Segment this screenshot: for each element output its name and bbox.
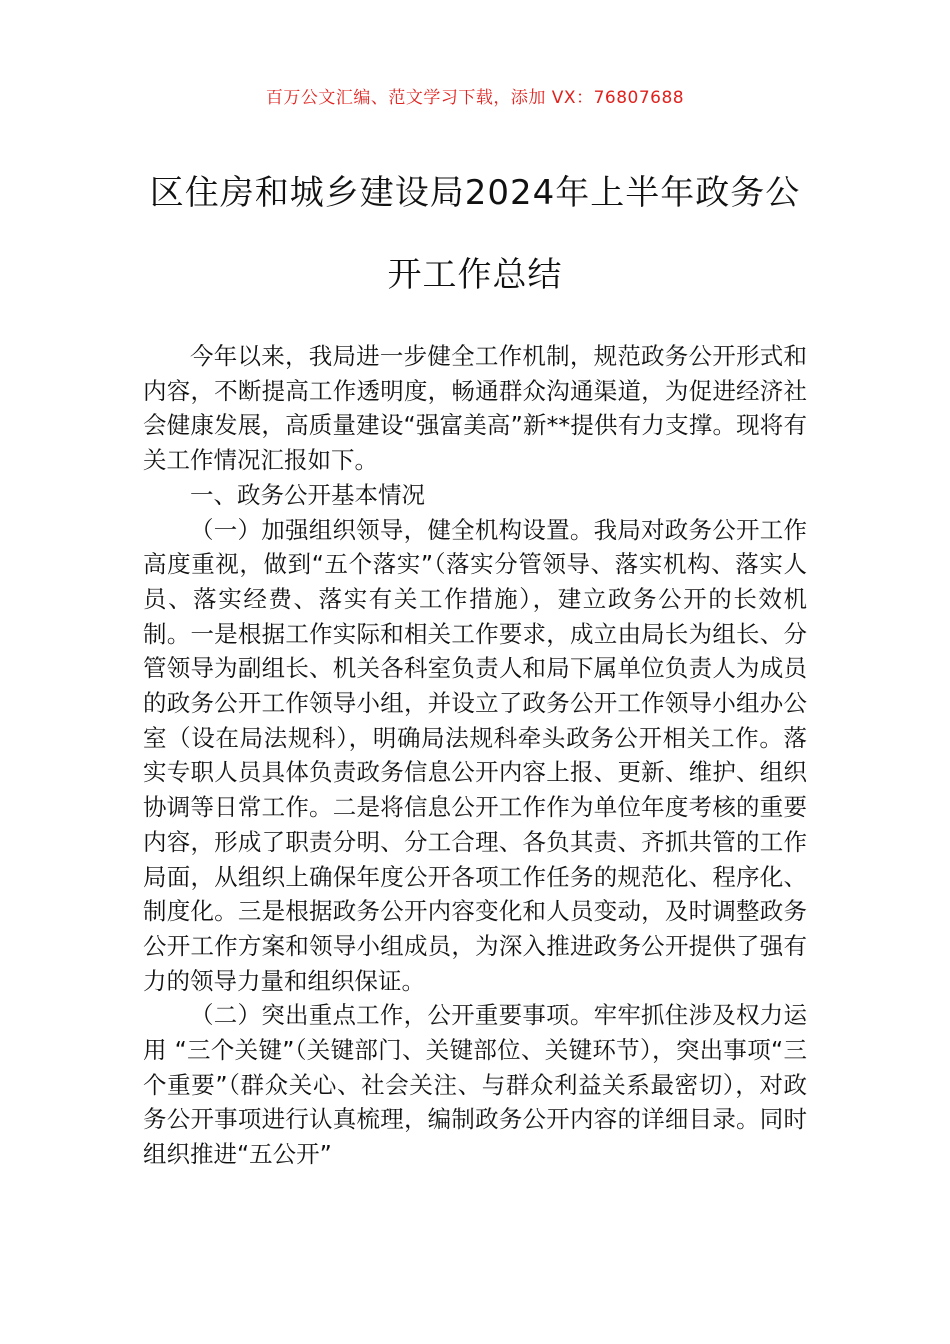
body-paragraph: （一）加强组织领导，健全机构设置。我局对政务公开工作高度重视，做到“五个落实”（落实分管领导、落实机构、落实人员、落实经费、落实有关工作措施），建立政务公开的长效机制。一是根据工作实际和相关工作要求，成立由局长为组长、分管领导为副组长、机关各科室负责人和局下属单位负责人为成员的政务公开工作领导小组，并设立了政务公开工作领导小组办公室（设在局法规科），明确局法规科牵头政务公开相关工作。落实专职人员具体负责政务信息公开内容上报、更新、维护、组织协调等日常工作。二是将信息公开工作作为单位年度考核的重要内容，形成了职责分明、分工合理、各负其责、齐抓共管的工作局面，从组织上确保年度公开各项工作任务的规范化、程序化、制度化。三是根据政务公开内容变化和人员变动，及时调整政务公开工作方案和领导小组成员，为深入推进政务公开提供了强有力的领导力量和组织保证。 xyxy=(143,515,807,995)
body-paragraph: （二）突出重点工作，公开重要事项。牢牢抓住涉及权力运用 “三个关键”（关键部门、关键部位、关键环节），突出事项“三个重要”（群众关心、社会关注、与群众利益关系最密切），对政务公开事项进行认真梳理，编制政务公开内容的详细目录。同时组织推进“五公开” xyxy=(143,1001,807,1169)
document-body xyxy=(143,339,807,1172)
document-title: 区住房和城乡建设局2024年上半年政务公开工作总结 xyxy=(149,173,801,295)
section-heading: 一、政务公开基本情况 xyxy=(190,480,425,509)
intro-paragraph: 今年以来，我局进一步健全工作机制，规范政务公开形式和内容，不断提高工作透明度，畅通群众沟通渠道，为促进经济社会健康发展，高质量建设“强富美高”新**提供有力支撑。现将有关工作情况汇报如下。 xyxy=(143,342,807,475)
watermark-text: 百万公文汇编、范文学习下载，添加 VX：76807688 xyxy=(265,88,685,108)
